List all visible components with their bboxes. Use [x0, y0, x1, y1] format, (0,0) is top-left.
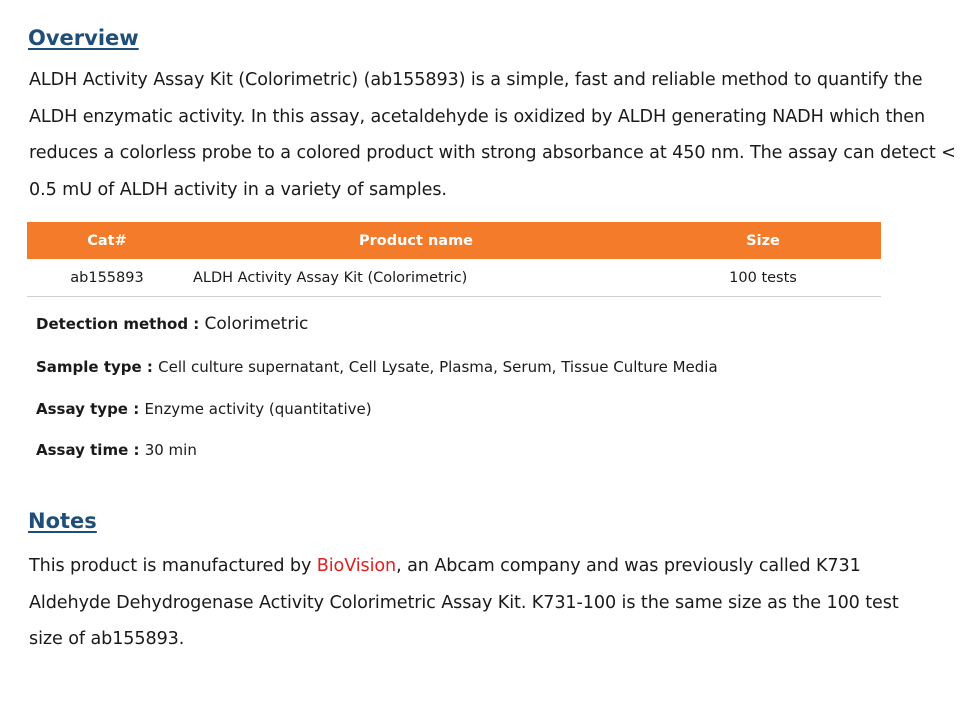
notes-text-after: , an Abcam company and was previously called K731 Aldehyde Dehydrogenase Activity Colorimetric Assay Kit. K731-100 is the same size as the 100 test size of ab155893.: [29, 556, 899, 649]
spec-label: Detection method: [36, 315, 189, 333]
spec-value: Enzyme activity (quantitative): [144, 400, 372, 418]
overview-heading: Overview: [28, 26, 139, 50]
notes-text-before: This product is manufactured by: [29, 556, 317, 576]
header-cat: Cat#: [27, 222, 187, 259]
spec-separator: :: [128, 400, 145, 418]
spec-label: Assay time: [36, 441, 129, 459]
spec-label: Assay type: [36, 400, 128, 418]
biovision-link[interactable]: BioVision: [316, 556, 397, 576]
spec-value: Colorimetric: [204, 314, 309, 334]
spec-separator: :: [128, 441, 145, 459]
header-size: Size: [645, 222, 881, 259]
cell-size: 100 tests: [645, 259, 881, 297]
table-row: [27, 259, 881, 297]
overview-paragraph: ALDH Activity Assay Kit (Colorimetric) (ab155893) is a simple, fast and reliable method to quantify the ALDH enzymatic activity. In this assay, acetaldehyde is oxidized by ALDH generating NADH which then reduces a colorless probe to a colored product with strong absorbance at 450 nm. The assay can detect < 0.5 mU of ALDH activity in a variety of samples.: [29, 70, 956, 200]
product-table: [27, 222, 881, 297]
spec-sample-type: [36, 358, 718, 376]
cell-cat: ab155893: [27, 259, 187, 297]
spec-assay-time: [36, 441, 197, 459]
notes-heading: Notes: [28, 509, 97, 533]
spec-separator: :: [188, 315, 205, 333]
table-header-row: [27, 222, 881, 259]
cell-product-name: ALDH Activity Assay Kit (Colorimetric): [187, 259, 645, 297]
spec-value: 30 min: [144, 441, 197, 459]
spec-label: Sample type: [36, 358, 142, 376]
spec-assay-type: [36, 400, 372, 418]
spec-separator: :: [141, 358, 159, 376]
notes-paragraph: [29, 548, 929, 658]
header-product-name: Product name: [187, 222, 645, 259]
spec-value: Cell culture supernatant, Cell Lysate, Plasma, Serum, Tissue Culture Media: [158, 358, 718, 376]
spec-detection-method: [36, 314, 308, 334]
